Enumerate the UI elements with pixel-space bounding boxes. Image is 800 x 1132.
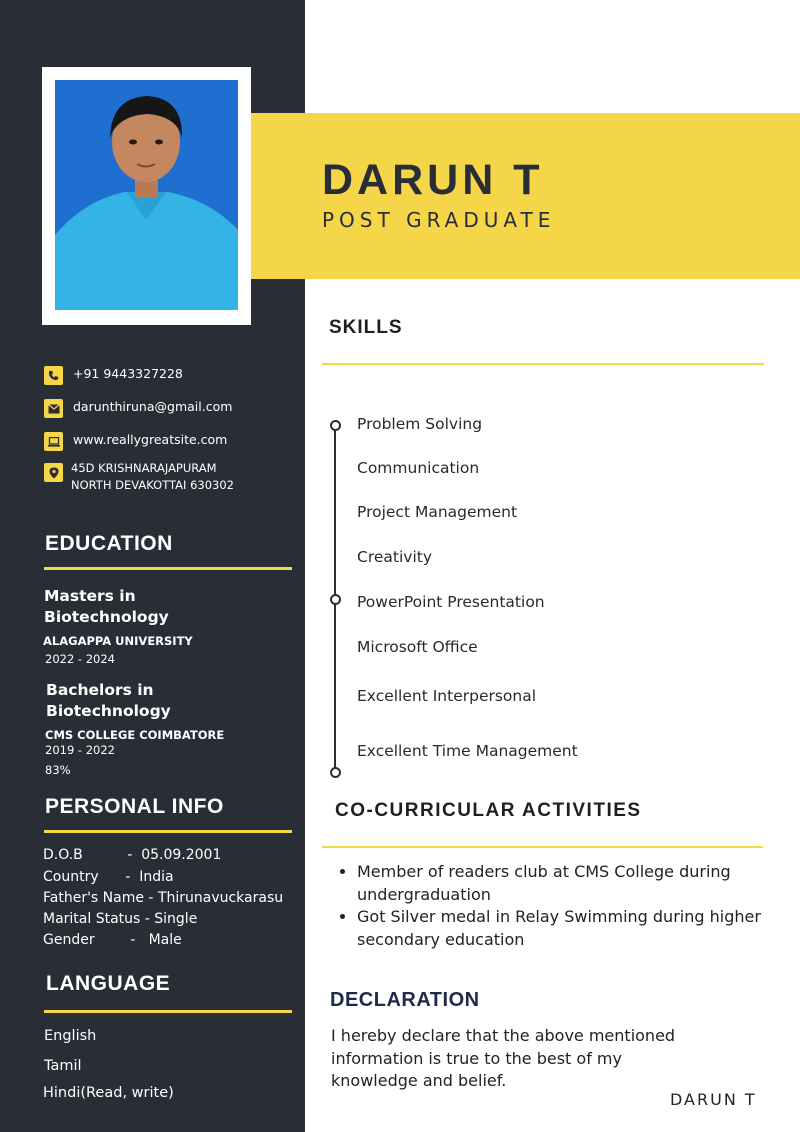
language-item: English xyxy=(44,1028,97,1044)
contact-address xyxy=(44,460,234,494)
education-heading: EDUCATION xyxy=(45,532,173,555)
timeline-dot xyxy=(330,420,341,431)
website-url: www.reallygreatsite.com xyxy=(73,432,228,447)
skill-item: Excellent Time Management xyxy=(357,742,578,760)
location-pin-icon xyxy=(44,463,63,482)
skill-item: Project Management xyxy=(357,503,518,521)
language-heading: LANGUAGE xyxy=(46,972,171,995)
declaration-text: I hereby declare that the above mentioned information is true to the best of my knowledge and belief. xyxy=(331,1026,676,1090)
candidate-role: POST GRADUATE xyxy=(322,208,556,232)
envelope-icon xyxy=(44,399,63,418)
skill-item: Creativity xyxy=(357,548,433,566)
timeline-dot xyxy=(330,767,341,778)
info-father-name: Father's Name - Thirunavuckarasu xyxy=(43,890,284,906)
signature: DARUN T xyxy=(670,1090,757,1109)
info-gender: Gender - Male xyxy=(43,932,182,948)
degree-1-line-2: Biotechnology xyxy=(44,608,169,626)
degree-2-line-1: Bachelors in xyxy=(46,681,154,699)
laptop-icon xyxy=(44,432,63,451)
candidate-name: DARUN T xyxy=(322,156,544,204)
co-curricular-heading: CO-CURRICULAR ACTIVITIES xyxy=(335,800,642,821)
language-item: Tamil xyxy=(44,1058,82,1074)
degree-1-line-1: Masters in xyxy=(44,587,136,605)
profile-photo xyxy=(55,80,238,310)
list-item: • Got Silver medal in Relay Swimming during higher secondary education xyxy=(357,906,777,951)
phone-icon xyxy=(44,366,63,385)
co-curricular-divider xyxy=(322,846,763,848)
skill-item: PowerPoint Presentation xyxy=(357,593,545,611)
list-item: • Member of readers club at CMS College during undergraduation xyxy=(357,861,777,906)
language-divider xyxy=(44,1010,292,1013)
contact-website xyxy=(44,432,227,451)
education-school-1: ALAGAPPA UNIVERSITY xyxy=(43,634,193,648)
contact-phone xyxy=(44,366,183,385)
personal-info-heading: PERSONAL INFO xyxy=(45,795,224,818)
skill-item: Problem Solving xyxy=(357,415,483,433)
address-line-1: 45D KRISHNARAJAPURAM xyxy=(71,461,217,475)
timeline-dot xyxy=(330,594,341,605)
address-text xyxy=(71,460,234,494)
declaration-heading: DECLARATION xyxy=(330,989,480,1011)
language-item: Hindi(Read, write) xyxy=(43,1085,174,1101)
personal-info-divider xyxy=(44,830,292,833)
skills-heading: SKILLS xyxy=(329,317,403,338)
education-degree-2 xyxy=(46,680,171,722)
contact-email xyxy=(44,399,232,418)
co-curricular-list xyxy=(335,861,777,951)
education-divider xyxy=(44,567,292,570)
education-years-2: 2019 - 2022 xyxy=(45,743,115,757)
info-dob: D.O.B - 05.09.2001 xyxy=(43,847,222,863)
education-years-1: 2022 - 2024 xyxy=(45,652,115,666)
profile-photo-frame xyxy=(42,67,251,325)
skill-item: Communication xyxy=(357,459,480,477)
skill-item: Microsoft Office xyxy=(357,638,478,656)
profile-photo-illustration xyxy=(55,80,238,310)
education-school-2: CMS COLLEGE COIMBATORE xyxy=(45,728,225,742)
phone-number: +91 9443327228 xyxy=(73,366,183,381)
address-line-2: NORTH DEVAKOTTAI 630302 xyxy=(71,478,234,492)
education-score-2: 83% xyxy=(45,763,71,777)
education-degree-1 xyxy=(44,586,169,628)
degree-2-line-2: Biotechnology xyxy=(46,702,171,720)
skills-divider xyxy=(322,363,764,365)
email-address: darunthiruna@gmail.com xyxy=(73,399,233,414)
info-country: Country - India xyxy=(43,869,174,885)
info-marital-status: Marital Status - Single xyxy=(43,911,198,927)
skill-item: Excellent Interpersonal xyxy=(357,687,537,705)
